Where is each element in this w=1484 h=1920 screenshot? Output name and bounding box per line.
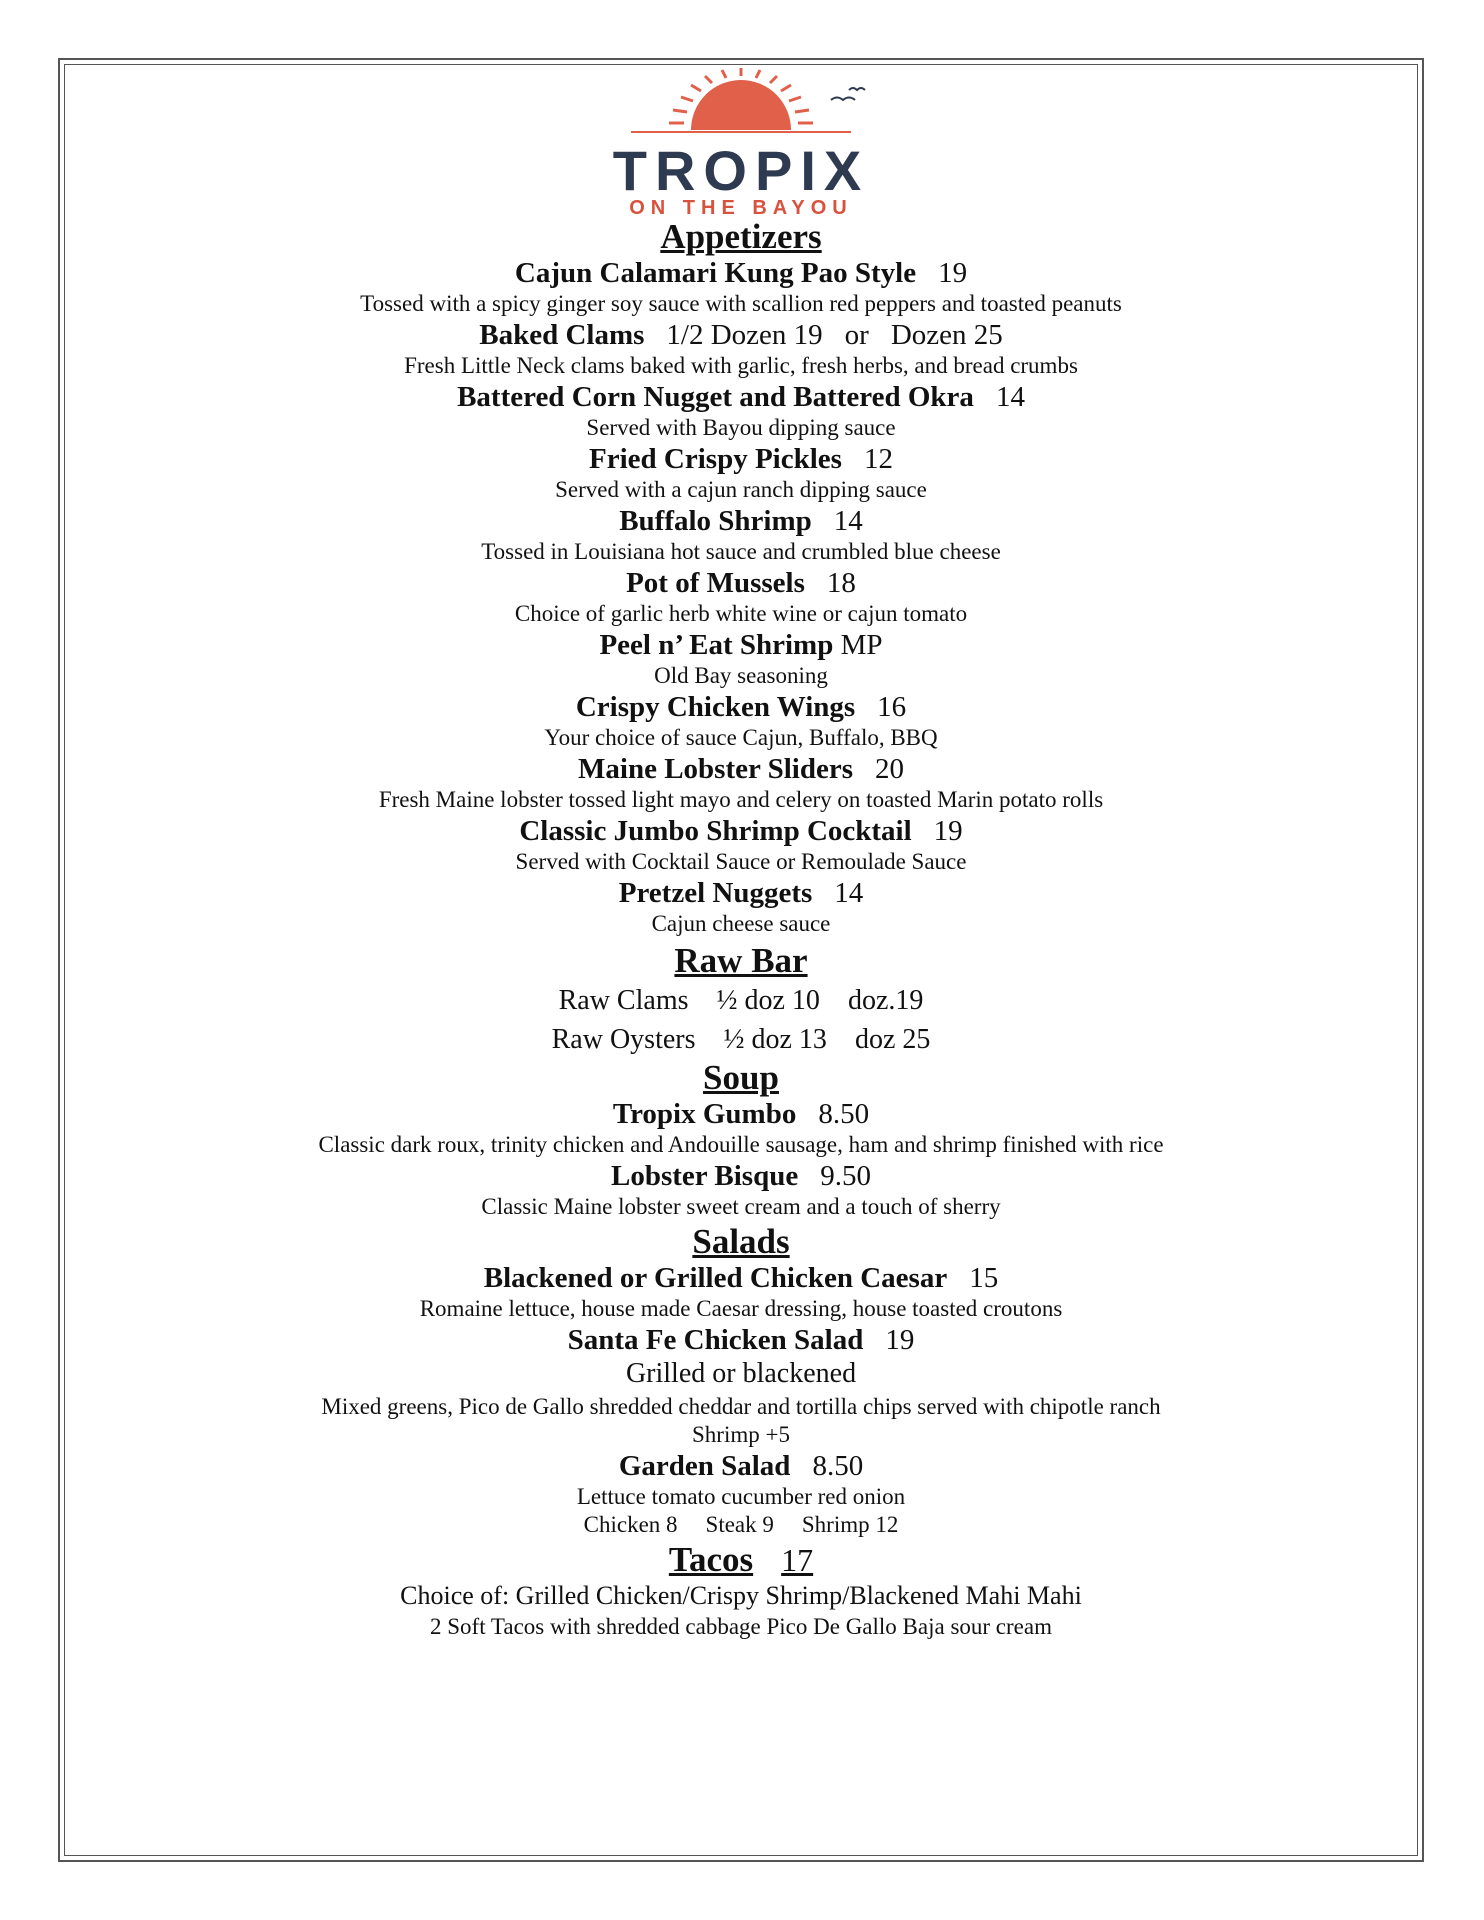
section-title-salads: Salads: [692, 1222, 790, 1261]
item-description: Cajun cheese sauce: [651, 911, 831, 936]
item-description: Tossed with a spicy ginger soy sauce with scallion red peppers and toasted peanuts: [360, 291, 1122, 316]
menu-item: [64, 628, 1418, 662]
item-description: Romaine lettuce, house made Caesar dressing, house toasted croutons: [419, 1296, 1063, 1321]
item-name: Santa Fe Chicken Salad: [567, 1324, 864, 1356]
item-name: Baked Clams: [479, 319, 645, 351]
item-description: Lettuce tomato cucumber red onion: [576, 1484, 906, 1509]
logo-tagline: ON THE BAYOU: [629, 197, 853, 218]
menu-item: [64, 1097, 1418, 1131]
item-name: Classic Jumbo Shrimp Cocktail: [519, 815, 912, 847]
item-description: Your choice of sauce Cajun, Buffalo, BBQ: [544, 725, 938, 750]
bird-icon: [831, 88, 865, 100]
item-price: 15: [969, 1262, 999, 1294]
item-price: 9.50: [820, 1160, 871, 1192]
section-title-soup: Soup: [703, 1058, 779, 1097]
item-description: Served with a cajun ranch dipping sauce: [555, 477, 927, 502]
item-name: Fried Crispy Pickles: [589, 443, 842, 475]
item-price: 8.50: [812, 1450, 864, 1482]
item-price: 20: [874, 753, 904, 785]
raw-bar-half-price: ½ doz 13: [723, 1024, 827, 1055]
tacos-choice: Choice of: Grilled Chicken/Crispy Shrimp/Blackened Mahi Mahi: [400, 1581, 1082, 1610]
item-name: Lobster Bisque: [611, 1160, 799, 1192]
item-price: 19: [885, 1324, 915, 1356]
item-description: Fresh Maine lobster tossed light mayo and celery on toasted Marin potato rolls: [378, 787, 1104, 812]
item-description: Tossed in Louisiana hot sauce and crumbled blue cheese: [481, 539, 1001, 564]
raw-bar-row: [64, 1023, 1418, 1057]
raw-bar-name: Raw Clams: [558, 985, 689, 1016]
menu-item: [64, 318, 1418, 352]
item-price: 18: [826, 567, 856, 599]
addon-chicken: Chicken 8: [583, 1512, 678, 1537]
menu-content: [64, 64, 1418, 1641]
item-name: Blackened or Grilled Chicken Caesar: [483, 1262, 948, 1294]
item-description: Classic dark roux, trinity chicken and Andouille sausage, ham and shrimp finished with rice: [318, 1132, 1164, 1157]
item-option: Grilled or blackened: [625, 1358, 857, 1389]
logo-wordmark: TROPIX: [612, 139, 870, 202]
item-description: Served with Bayou dipping sauce: [586, 415, 896, 440]
item-name: Pot of Mussels: [626, 567, 805, 599]
item-price: 14: [833, 505, 863, 537]
section-title-appetizers: Appetizers: [660, 217, 822, 256]
menu-item: [64, 876, 1418, 910]
item-name: Battered Corn Nugget and Battered Okra: [457, 381, 974, 413]
item-name: Maine Lobster Sliders: [578, 753, 853, 785]
menu-item: [64, 1323, 1418, 1357]
section-title-tacos: Tacos: [668, 1540, 754, 1579]
item-price: 14: [995, 381, 1025, 413]
menu-item: [64, 752, 1418, 786]
item-description: Fresh Little Neck clams baked with garlic, fresh herbs, and bread crumbs: [404, 353, 1078, 378]
raw-bar-row: [64, 984, 1418, 1018]
item-price: 8.50: [818, 1098, 870, 1130]
menu-item: [64, 380, 1418, 414]
item-description: Served with Cocktail Sauce or Remoulade Sauce: [515, 849, 967, 874]
addon-shrimp: Shrimp 12: [801, 1512, 899, 1537]
tropix-logo: [531, 68, 951, 218]
item-name: Pretzel Nuggets: [618, 877, 813, 909]
menu-item: [64, 1449, 1418, 1483]
menu-item: [64, 442, 1418, 476]
raw-bar-name: Raw Oysters: [551, 1024, 696, 1055]
item-description: Choice of garlic herb white wine or cajun tomato: [514, 601, 968, 626]
menu-item: [64, 566, 1418, 600]
item-price: 19: [938, 257, 968, 289]
section-title-raw-bar: Raw Bar: [674, 941, 808, 980]
menu-item: [64, 1261, 1418, 1295]
item-price-alt: Dozen 25: [890, 319, 1003, 351]
tacos-price: 17: [781, 1542, 814, 1578]
raw-bar-full-price: doz 25: [854, 1024, 931, 1055]
sun-icon: [631, 68, 851, 132]
addon-steak: Steak 9: [705, 1512, 774, 1537]
item-price: 19: [933, 815, 963, 847]
item-price: MP: [840, 629, 883, 661]
item-addon: Shrimp +5: [692, 1422, 790, 1447]
item-name: Peel n’ Eat Shrimp: [599, 629, 834, 661]
item-price: 12: [863, 443, 893, 475]
item-price: 1/2 Dozen 19: [666, 319, 823, 351]
item-description: Mixed greens, Pico de Gallo shredded cheddar and tortilla chips served with chipotle ranch: [321, 1394, 1161, 1419]
item-name: Cajun Calamari Kung Pao Style: [514, 257, 917, 289]
item-description: Classic Maine lobster sweet cream and a touch of sherry: [481, 1194, 1001, 1219]
menu-item: [64, 690, 1418, 724]
item-name: Garden Salad: [618, 1450, 791, 1482]
item-price: 16: [877, 691, 907, 723]
menu-item: [64, 814, 1418, 848]
tacos-description: 2 Soft Tacos with shredded cabbage Pico De Gallo Baja sour cream: [430, 1614, 1052, 1639]
item-description: Old Bay seasoning: [654, 663, 828, 688]
item-addons: [64, 1511, 1418, 1539]
section-title-tacos-line: [64, 1541, 1418, 1579]
item-name: Crispy Chicken Wings: [575, 691, 856, 723]
menu-item: [64, 256, 1418, 290]
menu-item: [64, 504, 1418, 538]
item-name: Buffalo Shrimp: [619, 505, 812, 537]
item-price: 14: [834, 877, 864, 909]
raw-bar-full-price: doz.19: [847, 985, 924, 1016]
item-name: Tropix Gumbo: [612, 1098, 797, 1130]
raw-bar-half-price: ½ doz 10: [716, 985, 820, 1016]
menu-item: [64, 1159, 1418, 1193]
item-price-or: or: [844, 319, 869, 351]
